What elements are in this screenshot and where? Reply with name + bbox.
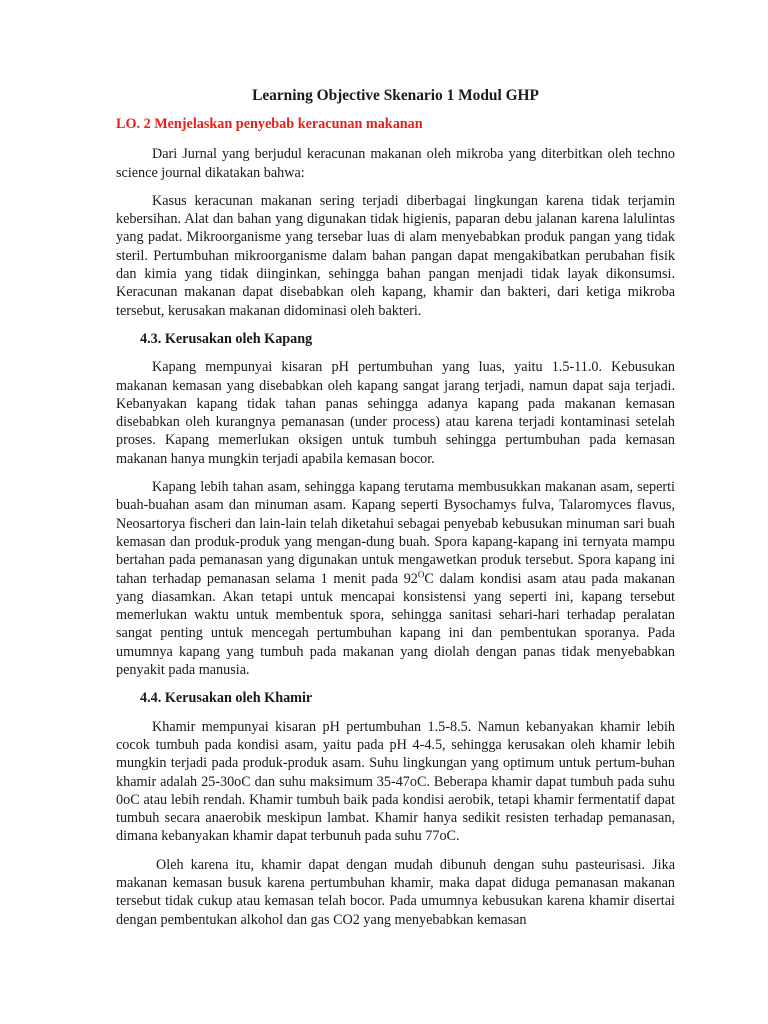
- section-4-4-paragraph-2: Oleh karena itu, khamir dapat dengan mudah dibunuh dengan suhu pasteurisasi. Jika makanan kemasan busuk karena pertumbuhan khamir, maka dapat diduga pemanasan makanan tersebut tidak cukup atau kemasan telah bocor. Pada umumnya kebusukan karena khamir disertai dengan pembentukan alkohol dan gas CO2 yang menyebabkan kemasan: [116, 856, 675, 928]
- document-title: Learning Objective Skenario 1 Modul GHP: [252, 87, 539, 104]
- degree-superscript: O: [417, 568, 425, 579]
- poisoning-cases-paragraph: Kasus keracunan makanan sering terjadi diberbagai lingkungan karena tidak terjamin kebersihan. Alat dan bahan yang digunakan tidak higienis, paparan debu jalanan karena lalulintas yang padat. Mikroorganisme yang tersebar luas di alam menyebabkan produk pangan yang tidak steril. Pertumbuhan mikroorganisme dalam bahan pangan dapat mengakibatkan perubahan fisik dan kimia yang tidak diinginkan, sehingga bahan pangan menjadi tidak layak dikonsumsi. Keracunan makanan dapat disebabkan oleh kapang, khamir dan bakteri, dari ketiga mikroba tersebut, kerusakan makanan didominasi oleh bakteri.: [116, 192, 675, 319]
- section-4-3-paragraph-1: Kapang mempunyai kisaran pH pertumbuhan yang luas, yaitu 1.5-11.0. Kebusukan makanan kemasan yang disebabkan oleh kapang sangat jarang terjadi, namun dapat saja terjadi. Kebanyakan kapang tidak tahan panas sehingga adanya kapang pada makanan kemasan disebabkan oleh kurangnya pemanasan (under process) atau karena terjadi kontaminasi setelah proses. Kapang memerlukan oksigen untuk tumbuh sehingga pertumbuhan pada kemasan makanan hanya mungkin terjadi apabila kemasan bocor.: [116, 359, 675, 467]
- section-4-3-paragraph-2: [116, 478, 675, 679]
- learning-objective-heading: LO. 2 Menjelaskan penyebab keracunan makanan: [116, 116, 423, 132]
- document-body: [116, 86, 675, 939]
- intro-paragraph: Dari Jurnal yang berjudul keracunan makanan oleh mikroba yang diterbitkan oleh techno science journal dikatakan bahwa:: [116, 146, 675, 181]
- section-4-4-paragraph-1: Khamir mempunyai kisaran pH pertumbuhan 1.5-8.5. Namun kebanyakan khamir lebih cocok tumbuh pada kondisi asam, yaitu pada pH 4-4.5, sehingga kerusakan oleh khamir lebih mungkin terjadi pada produk-produk asam. Suhu lingkungan yang optimum untuk pertum-buhan khamir adalah 25-30oC dan suhu maksimum 35-47oC. Beberapa khamir dapat tumbuh pada suhu 0oC atau lebih rendah. Khamir tumbuh baik pada kondisi aerobik, tetapi khamir fermentatif dapat tumbuh secara anaerobik meskipun lambat. Khamir hanya sedikit resisten terhadap pemanasan, dimana kebanyakan khamir dapat terbunuh pada suhu 77oC.: [116, 718, 675, 845]
- section-4-4-heading: 4.4. Kerusakan oleh Khamir: [140, 690, 313, 707]
- section-4-3-paragraph-2-part-1: Kapang lebih tahan asam, sehingga kapang terutama membusukkan makanan asam, seperti buah-buahan asam dan minuman asam. Kapang seperti Bysochamys fulva, Talaromyces flavus, Neosartorya fischeri dan lain-lain telah diketahui sebagai penyebab kebusukan minuman sari buah kemasan dan produk-produk yang mengan-dung buah. Spora kapang-kapang ini ternyata mampu bertahan pada pemanasan yang digunakan untuk mengawetkan produk tersebut. Spora kapang ini tahan terhadap pemanasan selama 1 menit pada 92: [116, 479, 675, 587]
- section-4-3-paragraph-2-part-2: C dalam kondisi asam atau pada makanan yang diasamkan. Akan tetapi untuk mencapai konsistensi yang seperti ini, kapang tersebut memerlukan waktu untuk membentuk spora, sehingga sanitasi sehari-hari terhadap peralatan sangat penting untuk mencegah pertumbuhan kapang ini dan pembentukan sporanya. Pada umumnya kapang yang tumbuh pada makanan yang diolah dengan panas tidak menyebabkan penyakit pada manusia.: [116, 570, 675, 679]
- section-4-3-heading: 4.3. Kerusakan oleh Kapang: [140, 330, 313, 347]
